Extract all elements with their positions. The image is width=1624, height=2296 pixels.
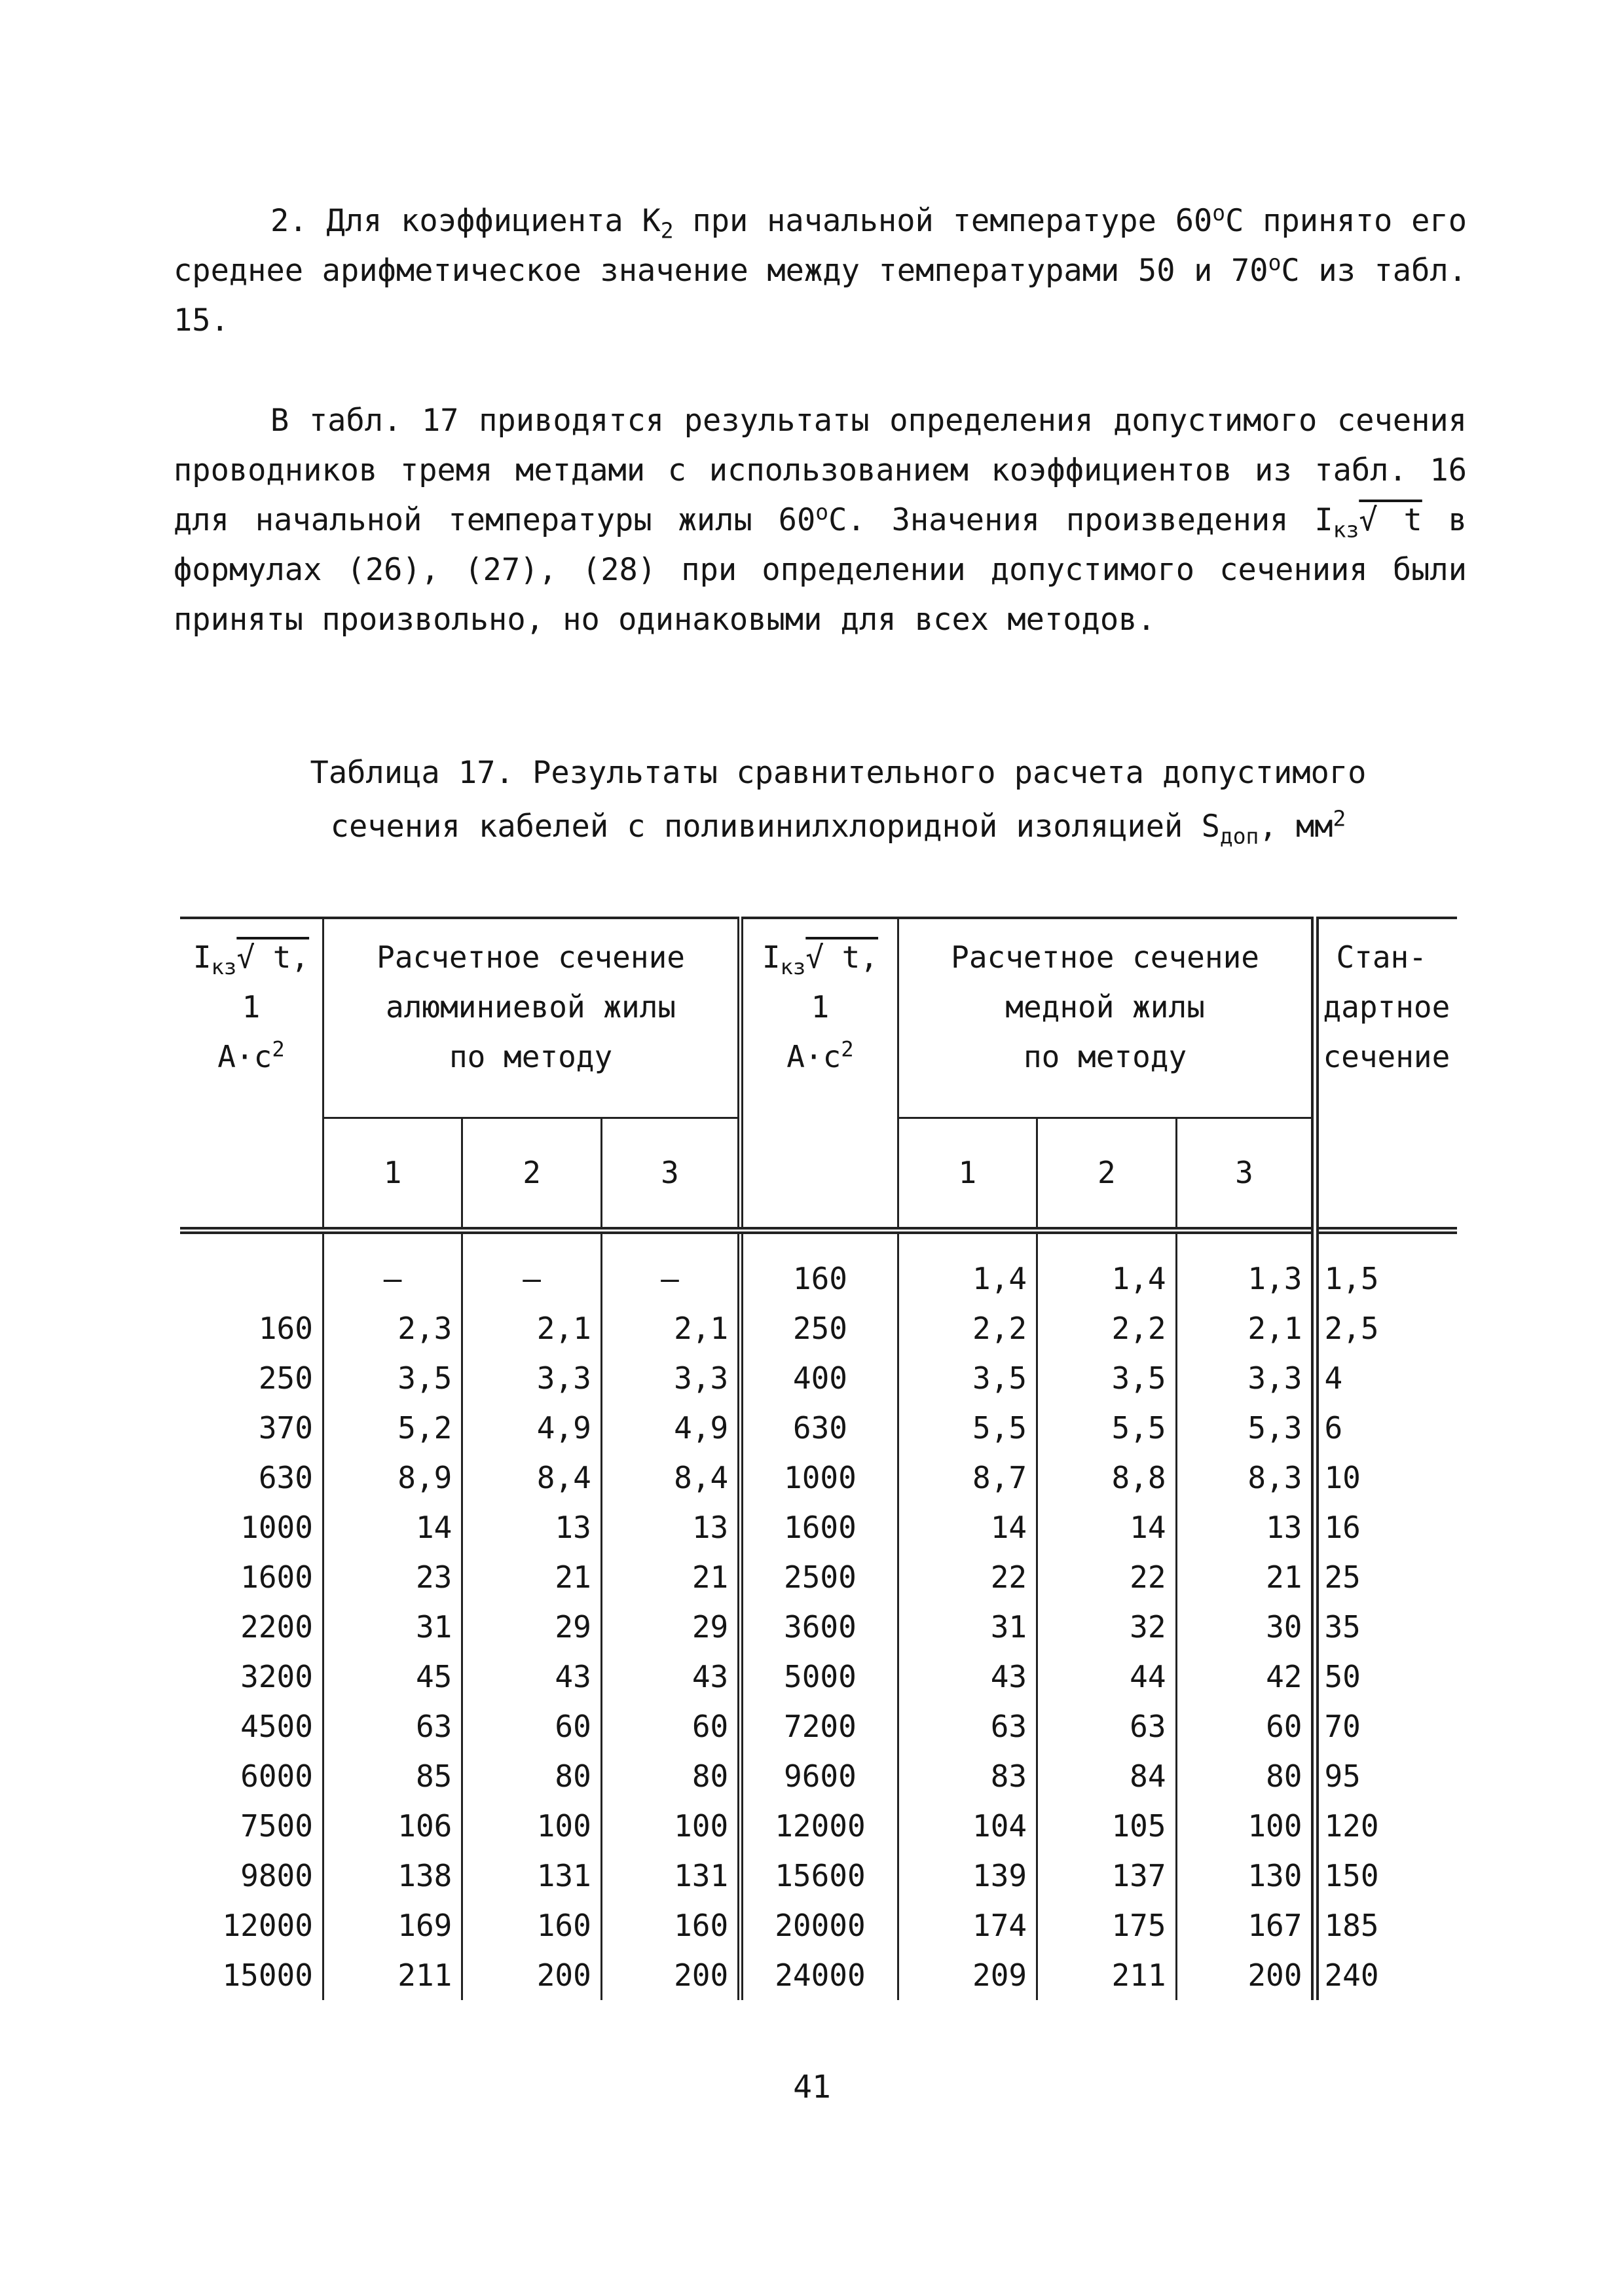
table-cell: 1600 (240, 1559, 313, 1595)
table-cell: 84 (1037, 1751, 1176, 1801)
table-cell: 1000 (741, 1453, 898, 1503)
table-cell: 100 (601, 1801, 740, 1851)
table-cell: 32 (1037, 1602, 1176, 1652)
table-cell: 139 (898, 1851, 1037, 1901)
table-cell: 137 (1037, 1851, 1176, 1901)
table-cell: 400 (741, 1353, 898, 1403)
table-cell: 3600 (741, 1602, 898, 1652)
table-cell: 8,7 (898, 1453, 1037, 1503)
table-cell: 200 (601, 1950, 740, 2000)
table-cell: 12000 (222, 1907, 313, 1943)
table-cell: 4500 (240, 1708, 313, 1744)
table-cell: 31 (898, 1602, 1037, 1652)
table-cell: 131 (462, 1851, 601, 1901)
table-row (180, 1552, 1457, 1602)
table-cell: 25 (1315, 1552, 1457, 1602)
paragraph-table17-intro: В табл. 17 приводятся результаты определения допустимого сечения проводников тремя метдами с использованием коэффициентов из табл. 16 для начальной температуры жилы $60^оС$. Значения произведения $I_{кз}√$ t в формулах (26), (27), (28) при определении допустимого сечениия были приняты произвольно, но одинаковыми для всех методов. (174, 403, 1467, 638)
table-cell: 209 (898, 1950, 1037, 2000)
table-cell: 4,9 (462, 1403, 601, 1453)
table-row (180, 1950, 1457, 2000)
table-cell: 8,3 (1176, 1453, 1315, 1503)
table-cell: 10 (1315, 1453, 1457, 1503)
table-cell: 31 (323, 1602, 462, 1652)
table-row (180, 1602, 1457, 1652)
table-cell: – (462, 1230, 601, 1303)
table-cell: 8,9 (323, 1453, 462, 1503)
page-number: 41 (793, 2069, 831, 2105)
table-cell: 169 (323, 1901, 462, 1950)
table-cell: 2,1 (1176, 1303, 1315, 1353)
table-cell: 4 (1315, 1353, 1457, 1403)
table-cell: 43 (462, 1652, 601, 1702)
table-cell: 5,5 (1037, 1403, 1176, 1453)
table-cell: 13 (462, 1503, 601, 1552)
table-row (180, 1801, 1457, 1851)
table-cell: 3200 (240, 1658, 313, 1694)
table-cell: 167 (1176, 1901, 1315, 1950)
table-cell: 6000 (240, 1758, 313, 1794)
table-cell: 50 (1315, 1652, 1457, 1702)
table-cell: 35 (1315, 1602, 1457, 1652)
method-cu-1: 1 (898, 1118, 1037, 1230)
table-cell: 3,3 (462, 1353, 601, 1403)
table-cell: 3,5 (323, 1353, 462, 1403)
table-cell: 22 (898, 1552, 1037, 1602)
table-cell: 1,4 (898, 1230, 1037, 1303)
table-cell: 211 (323, 1950, 462, 2000)
table-cell: 16 (1315, 1503, 1457, 1552)
header-standard-section: Стан- дартное сечение (1315, 918, 1457, 1230)
table-cell: 250 (741, 1303, 898, 1353)
table-cell: 100 (1176, 1801, 1315, 1851)
table-cell: – (323, 1230, 462, 1303)
table-cell: 5,3 (1176, 1403, 1315, 1453)
table-cell: 5,5 (898, 1403, 1037, 1453)
table-cell: 13 (1176, 1503, 1315, 1552)
table-cell: 29 (601, 1602, 740, 1652)
table-cell: 8,8 (1037, 1453, 1176, 1503)
table-cell: 5000 (741, 1652, 898, 1702)
table-cell: 150 (1315, 1851, 1457, 1901)
table-cell: – (601, 1230, 740, 1303)
table-cell: 185 (1315, 1901, 1457, 1950)
table-cell: 3,3 (601, 1353, 740, 1403)
table-cell: 45 (323, 1652, 462, 1702)
table-row (180, 1901, 1457, 1950)
table-cell: 2,1 (601, 1303, 740, 1353)
method-cu-2: 2 (1037, 1118, 1176, 1230)
table-cell: 2,2 (898, 1303, 1037, 1353)
table-row (180, 1851, 1457, 1901)
table-cell: 9800 (240, 1857, 313, 1893)
table-cell: 5,2 (323, 1403, 462, 1453)
table-row (180, 1230, 1457, 1303)
table-cell: 105 (1037, 1801, 1176, 1851)
table-cell: 160 (462, 1901, 601, 1950)
table-cell: 130 (1176, 1851, 1315, 1901)
table-cell: 22 (1037, 1552, 1176, 1602)
table-cell (180, 1230, 323, 1303)
table-cell: 83 (898, 1751, 1037, 1801)
table-cell: 9600 (741, 1751, 898, 1801)
table-row (180, 1503, 1457, 1552)
table-cell: 1000 (240, 1509, 313, 1545)
table-cell: 21 (601, 1552, 740, 1602)
table-cell: 63 (898, 1702, 1037, 1751)
table-cell: 15000 (222, 1957, 313, 1993)
table-cell: 63 (1037, 1702, 1176, 1751)
table-cell: 6 (1315, 1403, 1457, 1453)
table-row (180, 1453, 1457, 1503)
table-row (180, 1652, 1457, 1702)
header-ikz-copper: $I_{кз}√$ t, 1 $A\cdot c^2$ (741, 918, 898, 1230)
table-caption: Таблица 17. Результаты сравнительного расчета допустимого сечения кабелей с поливинилхлоридной изоляцией $S_{доп}$, $мм^2$ (310, 755, 1367, 849)
table-cell: 12000 (741, 1801, 898, 1851)
table-cell: 30 (1176, 1602, 1315, 1652)
table-cell: 240 (1315, 1950, 1457, 2000)
table-cell: 2,1 (462, 1303, 601, 1353)
table-cell: 70 (1315, 1702, 1457, 1751)
table-cell: 2,2 (1037, 1303, 1176, 1353)
table-cell: 85 (323, 1751, 462, 1801)
table-row (180, 1702, 1457, 1751)
table-cell: 104 (898, 1801, 1037, 1851)
table-cell: 14 (323, 1503, 462, 1552)
table-cell: 20000 (741, 1901, 898, 1950)
table-cell: 80 (1176, 1751, 1315, 1801)
table-cell: 100 (462, 1801, 601, 1851)
table-row (180, 1751, 1457, 1801)
table-cell: 200 (1176, 1950, 1315, 2000)
table-cell: 1,5 (1315, 1230, 1457, 1303)
method-al-3: 3 (601, 1118, 740, 1230)
table-cell: 175 (1037, 1901, 1176, 1950)
table-cell: 43 (898, 1652, 1037, 1702)
table-cell: 44 (1037, 1652, 1176, 1702)
table-cell: 200 (462, 1950, 601, 2000)
table-cell: 21 (1176, 1552, 1315, 1602)
table-cell: 7200 (741, 1702, 898, 1751)
paragraph-k2-coefficient: 2. Для коэффициента $K_2$ при начальной температуре $60^оС$ принято его среднее арифметическое значение между температурами 50 и $70^оС$ из табл. 15. (174, 200, 1467, 338)
table-cell: 7500 (240, 1808, 313, 1844)
table-cell: 63 (323, 1702, 462, 1751)
table-cell: 8,4 (462, 1453, 601, 1503)
table-cell: 4,9 (601, 1403, 740, 1453)
table-cell: 174 (898, 1901, 1037, 1950)
table-cell: 80 (462, 1751, 601, 1801)
table-row (180, 1303, 1457, 1353)
header-ikz-aluminium: $I_{кз}√$ t, 1 $A\cdot c^2$ (180, 918, 323, 1230)
table-cell: 160 (741, 1230, 898, 1303)
table-cell: 1600 (741, 1503, 898, 1552)
table-cell: 160 (601, 1901, 740, 1950)
table-cell: 95 (1315, 1751, 1457, 1801)
table-cell: 120 (1315, 1801, 1457, 1851)
table-cell: 80 (601, 1751, 740, 1801)
method-cu-3: 3 (1176, 1118, 1315, 1230)
table-row (180, 1403, 1457, 1453)
table-cell: 42 (1176, 1652, 1315, 1702)
table-cell: 2500 (741, 1552, 898, 1602)
table-cell: 8,4 (601, 1453, 740, 1503)
table-cell: 13 (601, 1503, 740, 1552)
table-row (180, 1353, 1457, 1403)
table-cell: 2,3 (323, 1303, 462, 1353)
table-cell: 211 (1037, 1950, 1176, 2000)
table-cell: 2200 (240, 1609, 313, 1645)
table-cell: 29 (462, 1602, 601, 1652)
table-cell: 630 (741, 1403, 898, 1453)
table-cell: 630 (258, 1459, 313, 1495)
table-cell: 3,5 (898, 1353, 1037, 1403)
method-al-2: 2 (462, 1118, 601, 1230)
table-cell: 14 (898, 1503, 1037, 1552)
table-cell: 14 (1037, 1503, 1176, 1552)
header-aluminium-section: Расчетное сечение алюминиевой жилы по методу (323, 918, 740, 1118)
table-cell: 2,5 (1315, 1303, 1457, 1353)
table-cell: 60 (1176, 1702, 1315, 1751)
header-copper-section: Расчетное сечение медной жилы по методу (898, 918, 1315, 1118)
table-cell: 1,4 (1037, 1230, 1176, 1303)
table-cell: 24000 (741, 1950, 898, 2000)
method-al-1: 1 (323, 1118, 462, 1230)
table-cell: 3,5 (1037, 1353, 1176, 1403)
table-cell: 43 (601, 1652, 740, 1702)
table-cell: 106 (323, 1801, 462, 1851)
table-cell: 60 (462, 1702, 601, 1751)
table-cell: 131 (601, 1851, 740, 1901)
table-cell: 21 (462, 1552, 601, 1602)
table-cell: 160 (258, 1310, 313, 1346)
table-cell: 23 (323, 1552, 462, 1602)
table-cell: 250 (258, 1360, 313, 1396)
table-cell: 60 (601, 1702, 740, 1751)
table-cell: 370 (258, 1410, 313, 1446)
table-cell: 1,3 (1176, 1230, 1315, 1303)
table-cell: 138 (323, 1851, 462, 1901)
results-table (180, 917, 1457, 2000)
table-cell: 3,3 (1176, 1353, 1315, 1403)
table-cell: 15600 (741, 1851, 898, 1901)
